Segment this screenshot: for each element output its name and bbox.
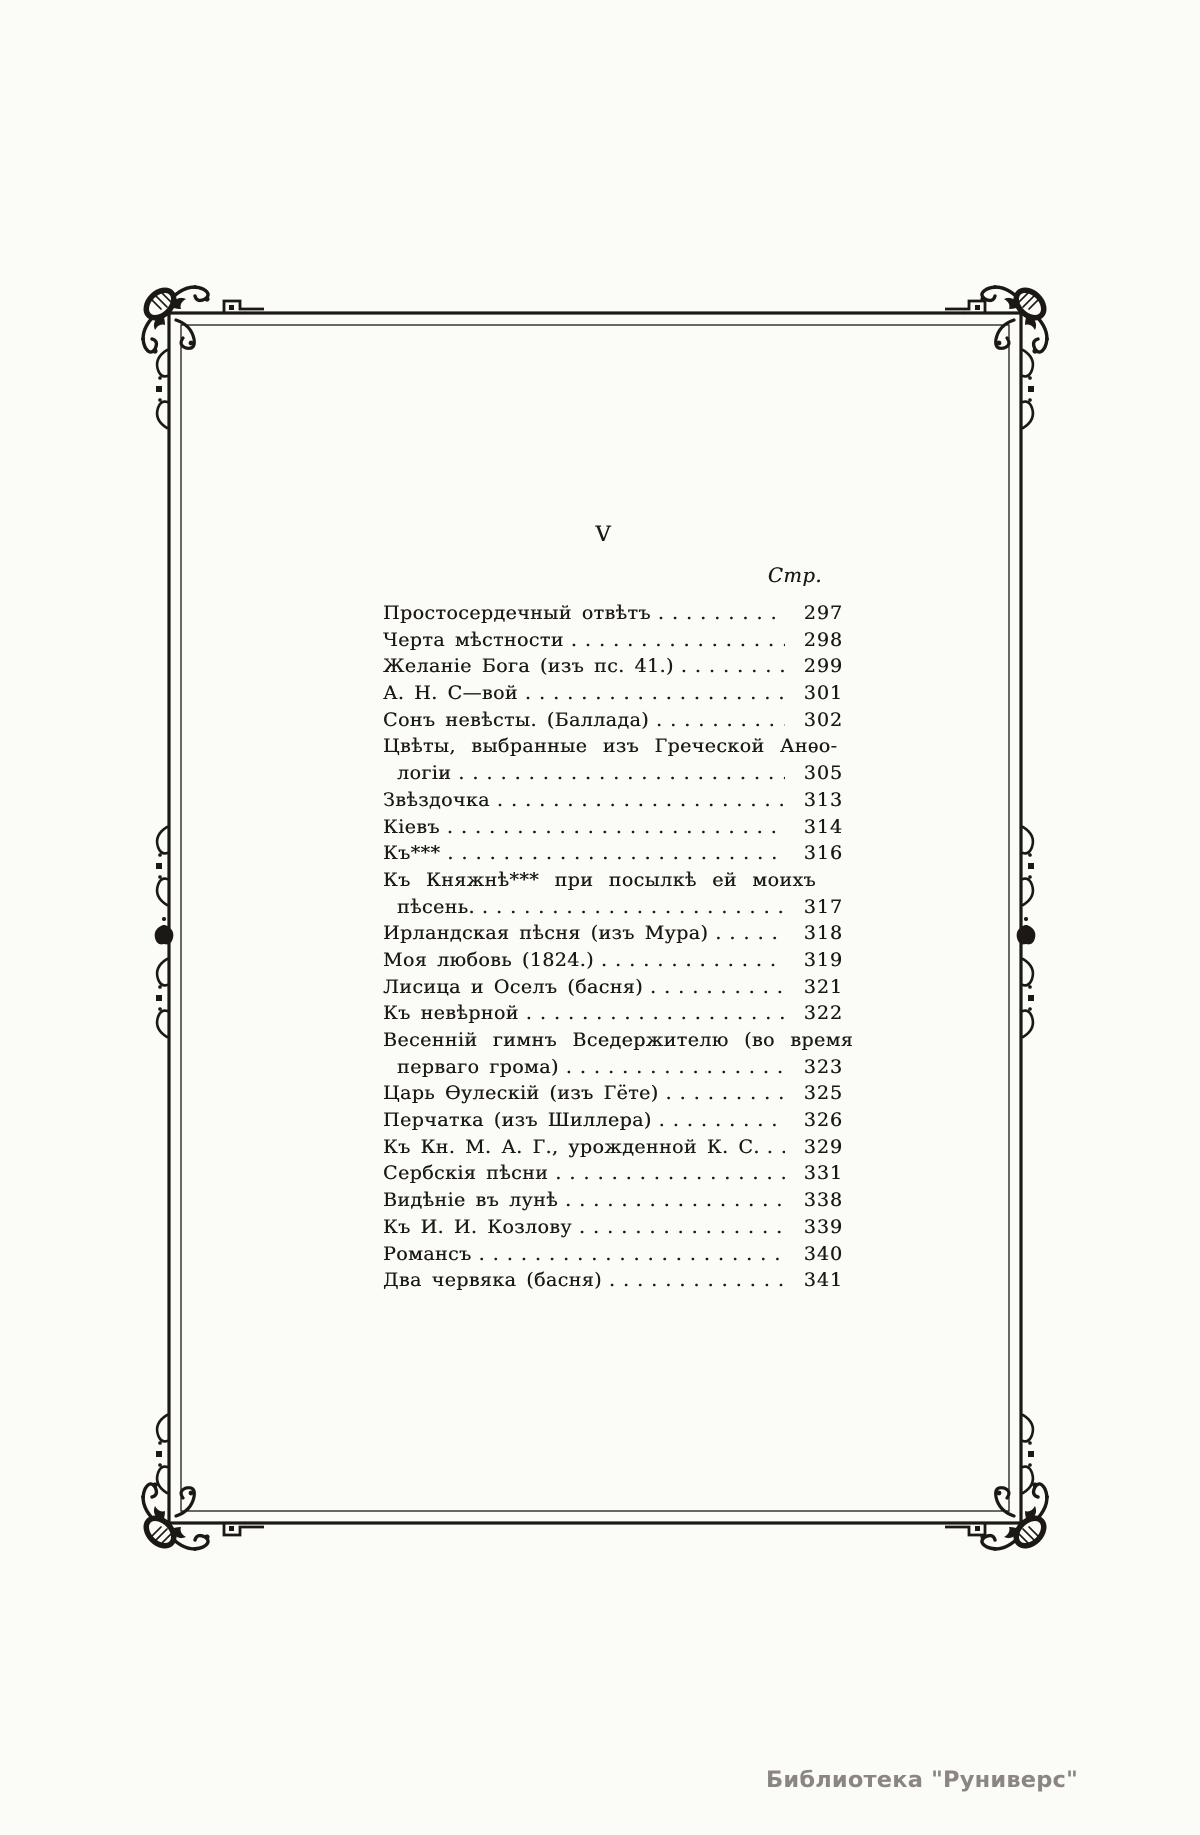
page-column-header: Стр. — [767, 564, 822, 587]
corner-ornament-icon — [980, 285, 1049, 354]
toc-entry-title: Перчатка (изъ Шиллера) — [383, 1109, 652, 1132]
toc-entry-page-number: 318 — [803, 922, 843, 945]
dot-leader — [458, 762, 785, 784]
toc-entry-page-number: 313 — [803, 788, 843, 811]
toc-entry-page-number: 322 — [803, 1002, 843, 1025]
dot-leader — [658, 602, 785, 624]
toc-entry-page-number: 341 — [803, 1269, 843, 1292]
toc-entry-page-number: 319 — [803, 948, 843, 971]
table-of-contents — [383, 602, 854, 1296]
dot-leader — [447, 842, 785, 864]
dot-leader — [767, 1136, 785, 1158]
dot-leader — [656, 709, 785, 731]
toc-entry-page-number: 299 — [803, 655, 843, 678]
toc-entry-title: Моя любовь (1824.) — [383, 948, 594, 971]
toc-entry-line — [383, 816, 843, 843]
toc-entry-page-number: 340 — [803, 1242, 843, 1265]
corner-ornament-icon — [141, 285, 210, 354]
dot-leader — [601, 949, 785, 971]
toc-entry-line — [383, 1162, 843, 1189]
toc-entry-title: Къ Княжнѣ*** при посылкѣ ей моихъ — [383, 868, 816, 891]
toc-entry-page-number: 321 — [803, 975, 843, 998]
toc-entry-line — [383, 842, 843, 869]
toc-entry-line — [383, 762, 843, 789]
dot-leader — [526, 1002, 785, 1024]
toc-entry-title: Къ*** — [383, 842, 441, 865]
toc-entry-title: перваго грома) — [397, 1055, 559, 1078]
dot-leader — [681, 655, 785, 677]
scroll-bracket-icon — [1023, 1415, 1034, 1493]
toc-entry-title: Два червяка (басня) — [383, 1269, 602, 1292]
toc-entry-line — [383, 1056, 843, 1083]
toc-entry-title: А. Н. С—вой — [383, 682, 518, 705]
toc-entry-title: Царь Ѳулескій (изъ Гёте) — [383, 1082, 659, 1105]
dot-leader — [525, 682, 785, 704]
toc-entry-line — [383, 1269, 843, 1296]
toc-entry-title: Сонъ невѣсты. (Баллада) — [383, 708, 649, 731]
toc-entry-page-number: 326 — [803, 1109, 843, 1132]
toc-entry-line — [383, 1029, 854, 1056]
toc-entry-title: Ирландская пѣсня (изъ Мура) — [383, 922, 709, 945]
toc-entry-page-number: 305 — [803, 762, 843, 785]
corner-ornament-icon — [980, 1482, 1049, 1551]
toc-entry-line — [383, 735, 843, 762]
dot-leader — [497, 789, 785, 811]
toc-entry-line — [383, 1136, 843, 1163]
toc-entry-title: Кіевъ — [383, 815, 440, 838]
toc-entry-line — [383, 709, 843, 736]
scroll-bracket-icon — [1023, 350, 1034, 428]
toc-entry-page-number: 301 — [803, 682, 843, 705]
toc-entry-line — [383, 789, 843, 816]
toc-entry-line — [383, 1002, 843, 1029]
toc-entry-line — [383, 1189, 843, 1216]
toc-entry-page-number: 329 — [803, 1135, 843, 1158]
toc-entry-title: Простосердечный отвѣтъ — [383, 602, 651, 624]
toc-entry-title: Черта мѣстности — [383, 628, 564, 651]
toc-entry-line — [383, 869, 843, 896]
dot-leader — [479, 1243, 785, 1265]
toc-entry-title: Къ И. И. Козлову — [383, 1215, 572, 1238]
toc-entry-line — [383, 976, 843, 1003]
toc-entry-line — [383, 602, 843, 629]
dot-leader — [609, 1269, 785, 1291]
toc-entry-line — [383, 1243, 843, 1270]
toc-entry-title: Весенній гимнъ Вседержителю (во время — [383, 1029, 854, 1051]
toc-entry-title: логіи — [397, 762, 452, 785]
toc-entry-title: Желаніе Бога (изъ пс. 41.) — [383, 655, 674, 678]
toc-entry-line — [383, 1109, 843, 1136]
toc-entry-line — [383, 1082, 843, 1109]
toc-entry-page-number: 317 — [803, 895, 843, 918]
toc-entry-title: Лисица и Оселъ (басня) — [383, 975, 643, 998]
toc-entry-page-number: 316 — [803, 842, 843, 865]
toc-entry-page-number: 298 — [803, 628, 843, 651]
toc-entry-line — [383, 629, 843, 656]
toc-entry-page-number: 325 — [803, 1082, 843, 1105]
dot-leader — [555, 1162, 785, 1184]
dot-leader — [565, 1189, 785, 1211]
toc-entry-page-number: 314 — [803, 815, 843, 838]
toc-entry-title: Къ невѣрной — [383, 1002, 519, 1025]
toc-entry-page-number: 339 — [803, 1215, 843, 1238]
corner-ornament-icon — [141, 1482, 210, 1551]
toc-entry-title: Цвѣты, выбранные изъ Греческой Анѳо- — [383, 735, 838, 758]
dot-leader — [447, 816, 785, 838]
dot-leader — [579, 1216, 785, 1238]
dot-leader — [659, 1109, 785, 1131]
toc-entry-page-number: 338 — [803, 1189, 843, 1212]
page-roman-numeral: V — [595, 522, 613, 546]
toc-entry-line — [383, 949, 843, 976]
scroll-bracket-icon — [156, 350, 167, 428]
dot-leader — [571, 629, 785, 651]
toc-entry-title: Звѣздочка — [383, 788, 490, 811]
toc-entry-title: Къ Кн. М. А. Г., урожденной К. С. — [383, 1135, 760, 1158]
dot-leader — [566, 1056, 785, 1078]
toc-entry-title: Романсъ — [383, 1242, 472, 1265]
toc-entry-page-number: 297 — [803, 602, 843, 624]
dot-leader — [715, 922, 785, 944]
toc-entry-title: Видѣніе въ лунѣ — [383, 1189, 559, 1212]
toc-entry-page-number: 302 — [803, 708, 843, 731]
library-watermark: Библиотека "Руниверс" — [766, 1767, 1078, 1793]
toc-entry-page-number: 331 — [803, 1162, 843, 1185]
dot-leader — [482, 896, 785, 918]
dot-leader — [650, 976, 785, 998]
toc-entry-line — [383, 655, 843, 682]
toc-entry-page-number: 323 — [803, 1055, 843, 1078]
toc-entry-line — [383, 922, 843, 949]
toc-entry-line — [383, 682, 843, 709]
toc-entry-line — [383, 1216, 843, 1243]
toc-entry-title: Сербскія пѣсни — [383, 1162, 549, 1185]
dot-leader — [665, 1082, 785, 1104]
scroll-bracket-icon — [156, 1415, 167, 1493]
toc-entry-line — [383, 896, 843, 923]
toc-entry-title: пѣсень. — [397, 895, 475, 918]
